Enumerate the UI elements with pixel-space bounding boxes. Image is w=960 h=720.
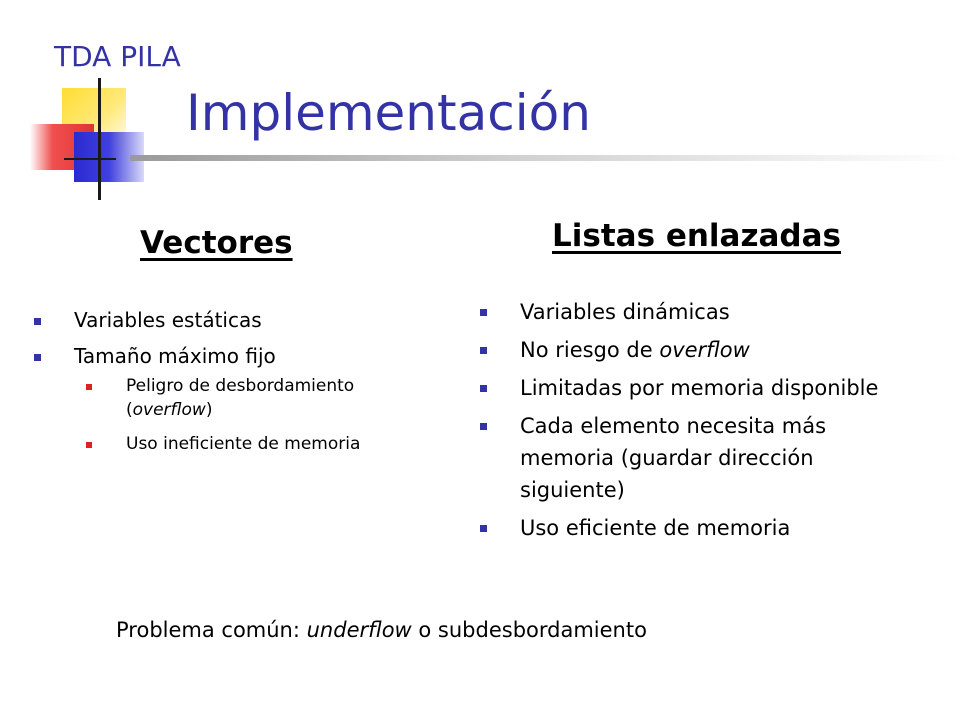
footer-text: Problema común: [116,618,307,642]
list-item-text: Variables estáticas [74,308,262,332]
list-item-emphasis: overflow [659,338,750,362]
heading-vectores: Vectores [140,225,293,261]
list-item [480,334,940,366]
list-item-text: Uso eficiente de memoria [520,516,791,540]
listas-list [480,296,940,550]
logo-horizontal-line [64,158,116,160]
title-rule [130,155,960,161]
list-item [480,410,900,506]
sublist-item [86,432,434,456]
list-item-text: No riesgo de [520,338,660,362]
list-item-text: Tamaño máximo fijo [74,344,276,368]
list-item [480,512,940,544]
list-item [34,342,434,456]
sublist-item-text: Peligro de desbordamiento ( [126,376,355,420]
footer-note [116,618,647,642]
slide-logo [28,70,158,200]
sublist-item [86,374,434,422]
footer-emphasis: underflow [306,618,412,642]
slide-subtitle: TDA PILA [54,40,181,73]
sublist-item-text: Uso ineficiente de memoria [126,434,361,454]
sublist-item-emphasis: overflow [132,400,206,420]
footer-text: o subdesbordamiento [411,618,647,642]
list-item [480,372,940,404]
sublist-item-text: ) [205,400,213,420]
list-item [480,296,940,328]
vectores-sublist [34,374,434,456]
list-item-text: Variables dinámicas [520,300,730,324]
heading-listas-enlazadas: Listas enlazadas [552,218,841,254]
vectores-list [34,306,434,466]
list-item-text: Limitadas por memoria disponible [520,376,879,400]
list-item-text: Cada elemento necesita más memoria (guardar dirección siguiente) [520,414,827,502]
logo-vertical-line [98,78,101,200]
slide-title: Implementación [186,84,591,142]
list-item [34,306,434,334]
